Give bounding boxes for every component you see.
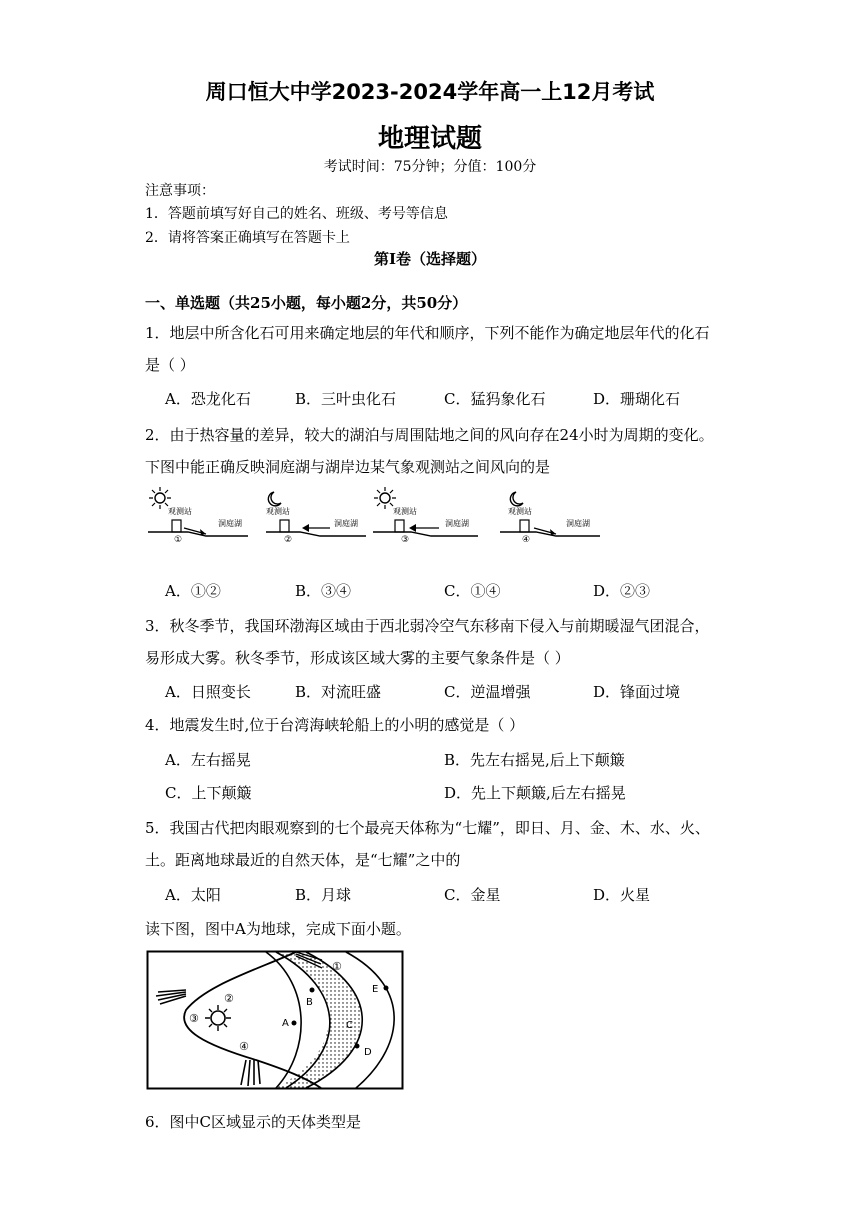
circled-1: ① xyxy=(332,960,342,973)
q1-option-b: B．三叶虫化石 xyxy=(295,390,397,408)
q1-option-a: A．恐龙化石 xyxy=(165,390,251,408)
q4-option-b: B．先左右摇晃,后上下颠簸 xyxy=(444,751,625,769)
station-label: 观测站 xyxy=(393,507,417,516)
station-building xyxy=(280,520,289,532)
q5-option-c: C．金星 xyxy=(444,886,501,904)
panel-number: ② xyxy=(284,535,293,542)
label-e: E xyxy=(372,984,379,995)
read-prompt: 读下图，图中A为地球，完成下面小题。 xyxy=(145,920,411,938)
q2-option-d: D．②③ xyxy=(593,582,651,600)
lake-label: 洞庭湖 xyxy=(566,519,590,528)
planet-a xyxy=(292,1021,297,1026)
label-c: C xyxy=(346,1020,353,1031)
q3-option-a: A．日照变长 xyxy=(165,683,251,701)
notes-item-1: 1．答题前填写好自己的姓名、班级、考号等信息 xyxy=(145,206,448,222)
lake-label: 洞庭湖 xyxy=(334,519,358,528)
station-label: 观测站 xyxy=(266,507,290,516)
notes-item-2: 2．请将答案正确填写在答题卡上 xyxy=(145,230,350,246)
q5-line-1: 5．我国古代把肉眼观察到的七个最亮天体称为“七耀”，即日、月、金、木、水、火、 xyxy=(145,819,710,837)
q4-option-a: A．左右摇晃 xyxy=(165,751,251,769)
q6-line-1: 6．图中C区域显示的天体类型是 xyxy=(145,1113,362,1131)
label-d: D xyxy=(364,1047,372,1058)
exam-title: 周口恒大中学2023-2024学年高一上12月考试 xyxy=(205,80,655,104)
wind-direction-figure xyxy=(148,484,608,542)
q3-option-d: D．锋面过境 xyxy=(593,683,681,701)
q2-line-1: 2．由于热容量的差异，较大的湖泊与周围陆地之间的风向存在24小时为周期的变化。 xyxy=(145,426,714,444)
q1-line-1: 1．地层中所含化石可用来确定地层的年代和顺序，下列不能作为确定地层年代的化石 xyxy=(145,324,710,342)
station-building xyxy=(395,520,404,532)
q3-option-b: B．对流旺盛 xyxy=(295,683,382,701)
planet-b xyxy=(310,988,315,993)
q5-option-d: D．火星 xyxy=(593,886,651,904)
wind-panel-3 xyxy=(373,487,478,542)
q3-line-2: 易形成大雾。秋冬季节，形成该区域大雾的主要气象条件是（ ） xyxy=(145,649,570,667)
q2-option-c: C．①④ xyxy=(444,582,501,600)
q4-line-1: 4．地震发生时,位于台湾海峡轮船上的小明的感觉是（ ） xyxy=(145,716,525,734)
circled-4: ④ xyxy=(239,1040,249,1053)
part-title: 第I卷（选择题） xyxy=(373,250,487,268)
station-building xyxy=(520,520,529,532)
q5-option-a: A．太阳 xyxy=(165,886,221,904)
circled-3: ③ xyxy=(189,1012,199,1025)
label-a: A xyxy=(282,1018,289,1029)
notes-heading: 注意事项： xyxy=(145,183,215,199)
wind-panel-4 xyxy=(500,492,600,542)
station-building xyxy=(172,520,181,532)
q1-option-c: C．猛犸象化石 xyxy=(444,390,546,408)
ground-line xyxy=(266,532,366,536)
ground-line xyxy=(373,532,478,536)
wind-panel-2 xyxy=(266,492,366,542)
q1-option-d: D．珊瑚化石 xyxy=(593,390,681,408)
label-b: B xyxy=(306,997,313,1008)
panel-number: ④ xyxy=(522,535,531,542)
q3-option-c: C．逆温增强 xyxy=(444,683,531,701)
wind-panel-1 xyxy=(148,487,248,542)
subject-title: 地理试题 xyxy=(377,124,482,154)
lake-label: 洞庭湖 xyxy=(218,519,242,528)
q5-option-b: B．月球 xyxy=(295,886,352,904)
q2-line-2: 下图中能正确反映洞庭湖与湖岸边某气象观测站之间风向的是 xyxy=(145,458,551,476)
sun-icon xyxy=(149,487,171,509)
station-label: 观测站 xyxy=(168,507,192,516)
panel-number: ③ xyxy=(401,535,410,542)
figure-frame xyxy=(148,952,403,1089)
q2-option-a: A．①② xyxy=(165,582,221,600)
moon-icon xyxy=(268,492,281,506)
lake-label: 洞庭湖 xyxy=(445,519,469,528)
q4-option-d: D．先上下颠簸,后左右摇晃 xyxy=(444,784,626,802)
panel-number: ① xyxy=(174,535,183,542)
station-label: 观测站 xyxy=(508,507,532,516)
q4-option-c: C．上下颠簸 xyxy=(165,784,252,802)
solar-orbit-figure xyxy=(146,950,404,1090)
planet-d xyxy=(355,1044,360,1049)
q2-option-b: B．③④ xyxy=(295,582,352,600)
planet-e xyxy=(384,986,389,991)
q5-line-2: 土。距离地球最近的自然天体，是“七耀”之中的 xyxy=(145,851,461,869)
q1-line-2: 是（ ） xyxy=(145,356,195,374)
exam-meta: 考试时间：75分钟；分值：100分 xyxy=(323,159,537,175)
moon-icon xyxy=(510,492,523,506)
q3-line-1: 3．秋冬季节，我国环渤海区域由于西北弱冷空气东移南下侵入与前期暖湿气团混合， xyxy=(145,617,710,635)
section-title: 一、单选题（共25小题，每小题2分，共50分） xyxy=(145,294,468,312)
circled-2: ② xyxy=(224,992,234,1005)
sun-icon xyxy=(374,487,396,509)
ground-line xyxy=(148,532,248,536)
